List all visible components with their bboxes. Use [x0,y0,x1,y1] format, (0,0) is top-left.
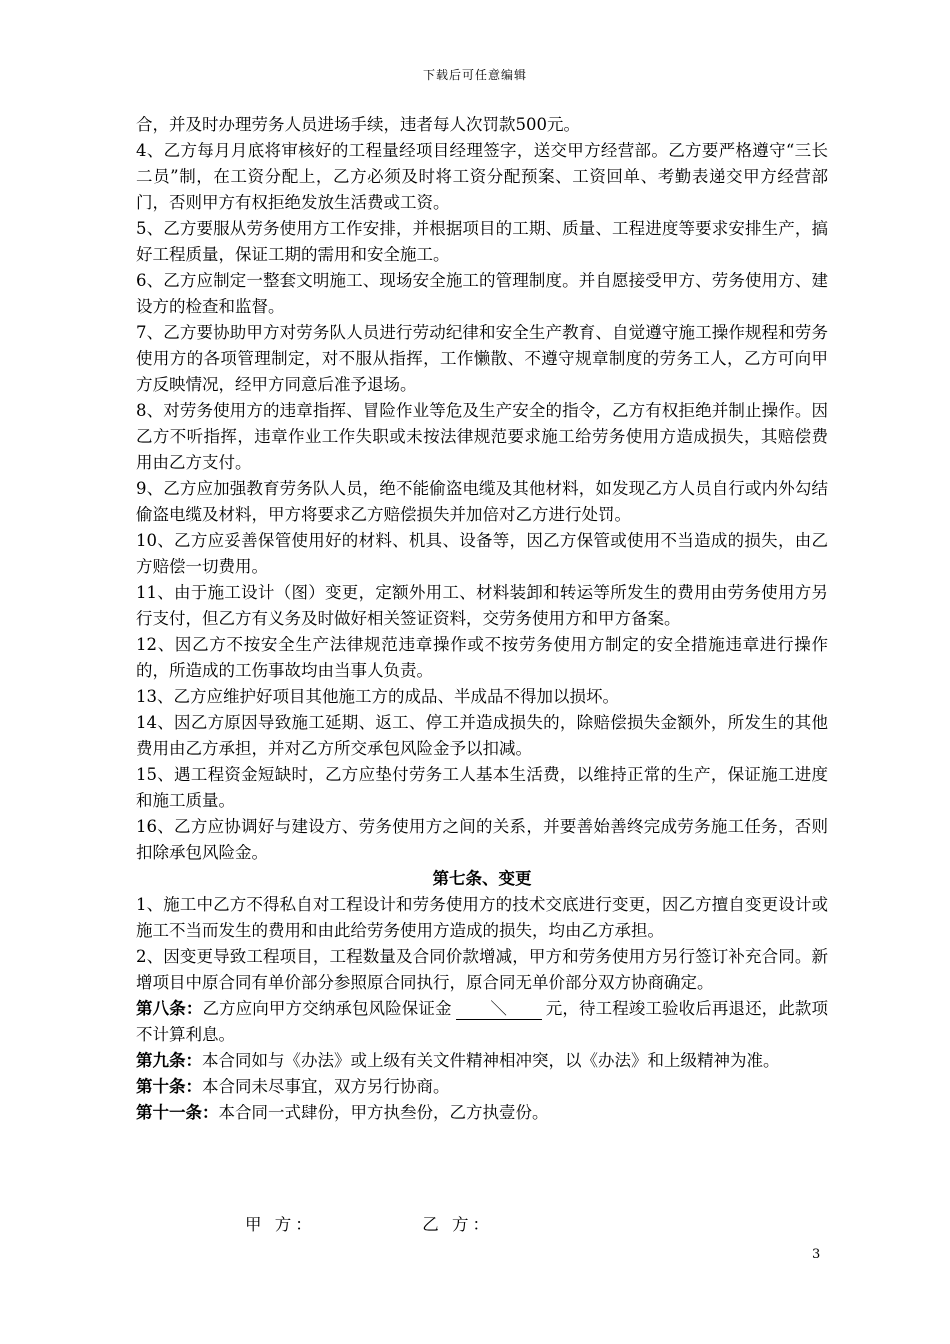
article-7-item-2: 2、因变更导致工程项目，工程数量及合同价款增减，甲方和劳务使用方另行签订补充合同。新增项目中原合同有单价部分参照原合同执行，原合同无单价部分双方协商确定。 [136,947,828,992]
party-b-signature: 乙 方： [422,1215,493,1234]
document-body [136,112,828,1126]
party-a-signature: 甲 方： [245,1215,316,1234]
article-10 [136,1074,828,1100]
clause-item-8: 8、对劳务使用方的违章指挥、冒险作业等危及生产安全的指令，乙方有权拒绝并制止操作。因乙方不听指挥，违章作业工作失职或未按法律规范要求施工给劳务使用方造成损失，其赔偿费用由乙方支付。 [136,401,828,472]
clause-item-16: 16、乙方应协调好与建设方、劳务使用方之间的关系，并要善始善终完成劳务施工任务，否则扣除承包风险金。 [136,817,828,862]
page-number: 3 [812,1247,821,1262]
paragraph-continuation: 合，并及时办理劳务人员进场手续，违者每人次罚款500元。 [136,115,580,134]
article-8-text-after: 元，待工程竣工验收后再退还，此款项不计算利息。 [136,999,829,1044]
clause-item-12: 12、因乙方不按安全生产法律规范违章操作或不按劳务使用方制定的安全措施违章进行操作的，所造成的工伤事故均由当事人负责。 [136,635,828,680]
clause-item-11: 11、由于施工设计（图）变更，定额外用工、材料装卸和转运等所发生的费用由劳务使用方另行支付，但乙方有义务及时做好相关签证资料，交劳务使用方和甲方备案。 [136,583,828,628]
article-10-lead: 第十条： [136,1077,202,1096]
section-heading-article-7: 第七条、变更 [432,869,532,888]
clause-item-9: 9、乙方应加强教育劳务队人员，绝不能偷盗电缆及其他材料，如发现乙方人员自行或内外勾结偷盗电缆及材料，甲方将要求乙方赔偿损失并加倍对乙方进行处罚。 [136,479,828,524]
article-8-text-before: 乙方应向甲方交纳承包风险保证金 [202,999,452,1018]
deposit-amount-blank: ＼ [456,999,542,1020]
page-header: 下载后可任意编辑 [422,68,527,82]
clause-item-6: 6、乙方应制定一整套文明施工、现场安全施工的管理制度。并自愿接受甲方、劳务使用方、建设方的检查和监督。 [136,271,828,316]
clause-item-4: 4、乙方每月月底将审核好的工程量经项目经理签字，送交甲方经营部。乙方要严格遵守“三长二员”制，在工资分配上，乙方必须及时将工资分配预案、工资回单、考勤表递交甲方经营部门，否则甲方有权拒绝发放生活费或工资。 [136,141,828,212]
clause-item-15: 15、遇工程资金短缺时，乙方应垫付劳务工人基本生活费，以维持正常的生产，保证施工进度和施工质量。 [136,765,828,810]
article-9-text: 本合同如与《办法》或上级有关文件精神相冲突，以《办法》和上级精神为准。 [202,1051,780,1070]
article-10-text: 本合同未尽事宜，双方另行协商。 [202,1077,450,1096]
clause-item-7: 7、乙方要协助甲方对劳务队人员进行劳动纪律和安全生产教育、自觉遵守施工操作规程和劳务使用方的各项管理制定，对不服从指挥，工作懒散、不遵守规章制度的劳务工人，乙方可向甲方反映情况，经甲方同意后准予退场。 [136,323,828,394]
article-8 [136,996,828,1048]
article-11 [136,1100,828,1126]
clause-item-10: 10、乙方应妥善保管使用好的材料、机具、设备等，因乙方保管或使用不当造成的损失，由乙方赔偿一切费用。 [136,531,828,576]
article-7-item-1: 1、施工中乙方不得私自对工程设计和劳务使用方的技术交底进行变更，因乙方擅自变更设计或施工不当而发生的费用和由此给劳务使用方造成的损失，均由乙方承担。 [136,895,828,940]
clause-item-13: 13、乙方应维护好项目其他施工方的成品、半成品不得加以损坏。 [136,687,619,706]
clause-item-5: 5、乙方要服从劳务使用方工作安排，并根据项目的工期、质量、工程进度等要求安排生产，搞好工程质量，保证工期的需用和安全施工。 [136,219,828,264]
article-8-lead: 第八条： [136,999,203,1018]
article-11-text: 本合同一式肆份，甲方执叁份，乙方执壹份。 [218,1103,549,1122]
clause-item-14: 14、因乙方原因导致施工延期、返工、停工并造成损失的，除赔偿损失金额外，所发生的其他费用由乙方承担，并对乙方所交承包风险金予以扣减。 [136,713,828,758]
article-9-lead: 第九条： [136,1051,202,1070]
article-11-lead: 第十一条： [136,1103,219,1122]
article-9 [136,1048,828,1074]
signature-block [245,1212,493,1238]
